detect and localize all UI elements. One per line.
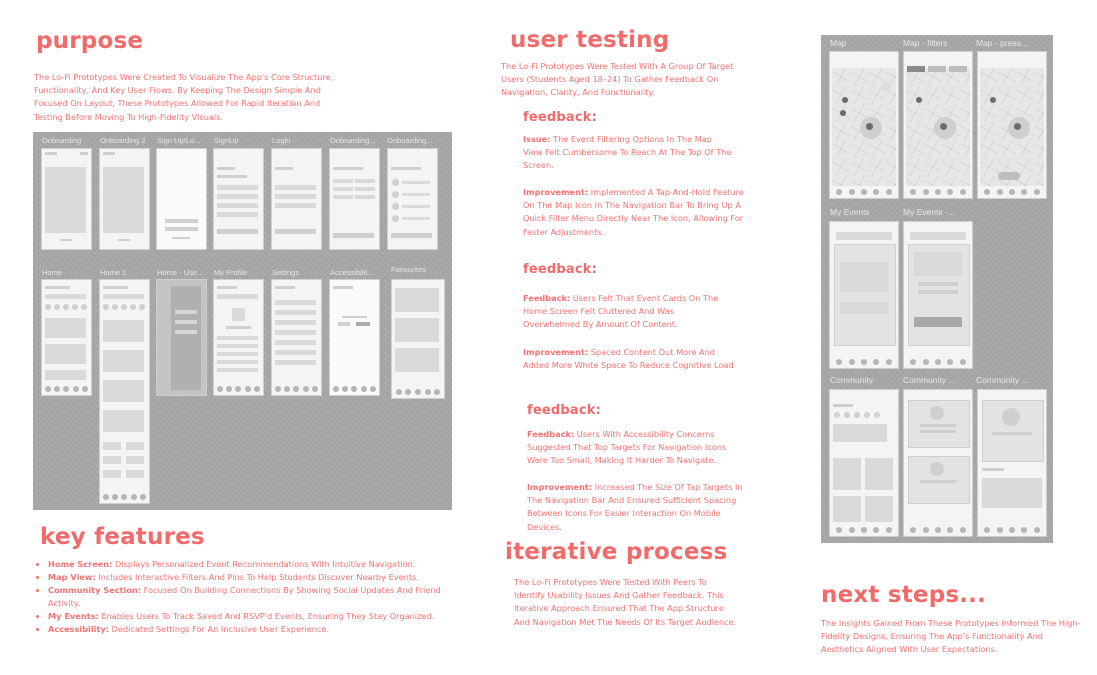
wireframe-my-profile <box>213 279 264 396</box>
frame-label-map-filters: Map - filters <box>903 38 948 48</box>
frame-label-onboarding: Onboarding <box>42 136 82 145</box>
frame-label-my-events: My Events <box>830 207 870 217</box>
frame-label-onboarding-4: Onboarding... <box>387 136 433 145</box>
frame-label-community-2: Community ... <box>903 375 956 385</box>
wireframe-signup-login <box>156 148 207 250</box>
frame-label-signup: SignUp <box>214 136 239 145</box>
next-steps-heading: next steps... <box>821 582 987 608</box>
lofi-wireframes-canvas-right <box>821 35 1053 543</box>
frame-label-onboarding-2: Onboarding 2 <box>100 136 146 145</box>
wireframe-home <box>41 279 92 396</box>
purpose-heading: purpose <box>36 28 144 54</box>
wireframe-settings <box>271 279 322 396</box>
frame-label-home-user: Home - Use... <box>157 268 204 277</box>
user-testing-heading: user testing <box>510 27 670 53</box>
frame-label-accessibility: Accessibilit... <box>330 268 374 277</box>
frame-label-home: Home <box>42 268 63 277</box>
wireframe-my-events-2 <box>903 221 973 369</box>
frame-label-my-events-2: My Events -... <box>903 207 955 217</box>
feature-community-section: • Community Section: Focused On Building Connections By Showing Social Updates And Friend Activity. <box>48 584 448 610</box>
key-features-list <box>38 558 448 636</box>
wireframe-accessibility <box>329 279 380 396</box>
wireframe-onboarding-2 <box>99 148 150 250</box>
frame-label-map-press: Map - press... <box>976 38 1028 48</box>
wireframe-signup <box>213 148 264 250</box>
frame-label-home-2: Home 2 <box>100 268 127 277</box>
frame-label-community-3: Community ... <box>976 375 1029 385</box>
iterative-process-body: The Lo-Fi Prototypes Were Tested With Peers To Identify Usability Issues And Gather Feedback. This Iterative Approach Ensured That The App Structure And Navigation Met The Needs Of Its Target Audience. <box>514 577 737 627</box>
wireframe-map <box>829 51 899 199</box>
feedback-3-heading: feedback: <box>527 403 602 418</box>
wireframe-community-3 <box>977 389 1047 537</box>
feature-accessibility: • Accessibility: Dedicated Settings For An Inclusive User Experience. <box>48 623 448 636</box>
key-features-heading: key features <box>40 524 205 550</box>
frame-label-favourites: Favourites <box>391 265 427 274</box>
wireframe-home-user <box>156 279 207 396</box>
lofi-wireframes-canvas <box>33 132 452 510</box>
frame-label-map: Map <box>830 38 847 48</box>
frame-label-onboarding-3: Onboarding... <box>330 136 376 145</box>
wireframe-my-events <box>829 221 899 369</box>
feedback-1-improvement: Improvement: Implemented A Tap-And-Hold Feature On The Map Icon In The Navigation Bar To Bring Up A Quick Filter Menu Directly Near The Icon, Allowing For Faster Adjustments. <box>523 187 744 237</box>
next-steps-body: The Insights Gained From These Prototypes Informed The High-Fidelity Designs, Ensuring The App's Functionality And Aesthetics Aligned With User Expectations. <box>821 618 1081 655</box>
feedback-1-heading: feedback: <box>523 110 598 125</box>
wireframe-map-press <box>977 51 1047 199</box>
feedback-1-issue: Issue: The Event Filtering Options In The Map View Felt Cumbersome To Reach At The Top Of The Screen. <box>523 134 732 171</box>
iterative-process-heading: iterative process <box>505 539 728 565</box>
frame-label-login: Login <box>272 136 291 145</box>
feedback-3-feedback: Feedback: Users With Accessibility Concerns Suggested That Top Targets For Navigation Icons Were Too Small, Making It Harder To Navigate. <box>527 429 727 466</box>
wireframe-onboarding-4 <box>387 148 438 250</box>
wireframe-community-2 <box>903 389 973 537</box>
wireframe-home-2 <box>99 279 150 504</box>
feedback-3-improvement: Improvement: Increased The Size Of Tap Targets In The Navigation Bar And Ensured Sufficient Spacing Between Icons For Easier Interaction On Mobile Devices. <box>527 482 743 532</box>
purpose-body: The Lo-Fi Prototypes Were Created To Visualize The App's Core Structure, Functionality, And Key User Flows. By Keeping The Design Simple And Focused On Layout, These Prototypes Allowed For Rapid Iteration And Testing Before Moving To High-Fidelity Visuals. <box>34 72 334 122</box>
feature-map-view: • Map View: Includes Interactive Filters And Pins To Help Students Discover Nearby Events. <box>48 571 448 584</box>
feature-home-screen: • Home Screen: Displays Personalized Event Recommendations With Intuitive Navigation. <box>48 558 448 571</box>
wireframe-login <box>271 148 322 250</box>
wireframe-map-filters <box>903 51 973 199</box>
feedback-2-feedback: Feedback: Users Felt That Event Cards On The Home Screen Felt Cluttered And Was Overwhelmed By Amount Of Content. <box>523 293 719 330</box>
frame-label-signup-login: Sign Up/Lo... <box>157 136 201 145</box>
feedback-2-heading: feedback: <box>523 262 598 277</box>
feature-my-events: • My Events: Enables Users To Track Saved And RSVP'd Events, Ensuring They Stay Organized. <box>48 610 448 623</box>
frame-label-my-profile: My Profile <box>214 268 248 277</box>
wireframe-community <box>829 389 899 537</box>
wireframe-favourites <box>391 279 445 399</box>
feedback-2-improvement: Improvement: Spaced Content Out More And Added More White Space To Reduce Cognitive Load <box>523 347 734 371</box>
user-testing-body: The Lo-Fi Prototypes Were Tested With A Group Of Target Users (Students Aged 18–24) To Gather Feedback On Navigation, Clarity, And Functionality. <box>501 61 734 98</box>
wireframe-onboarding-3 <box>329 148 380 250</box>
frame-label-settings: Settings <box>272 268 300 277</box>
wireframe-onboarding <box>41 148 92 250</box>
frame-label-community: Community <box>830 375 873 385</box>
